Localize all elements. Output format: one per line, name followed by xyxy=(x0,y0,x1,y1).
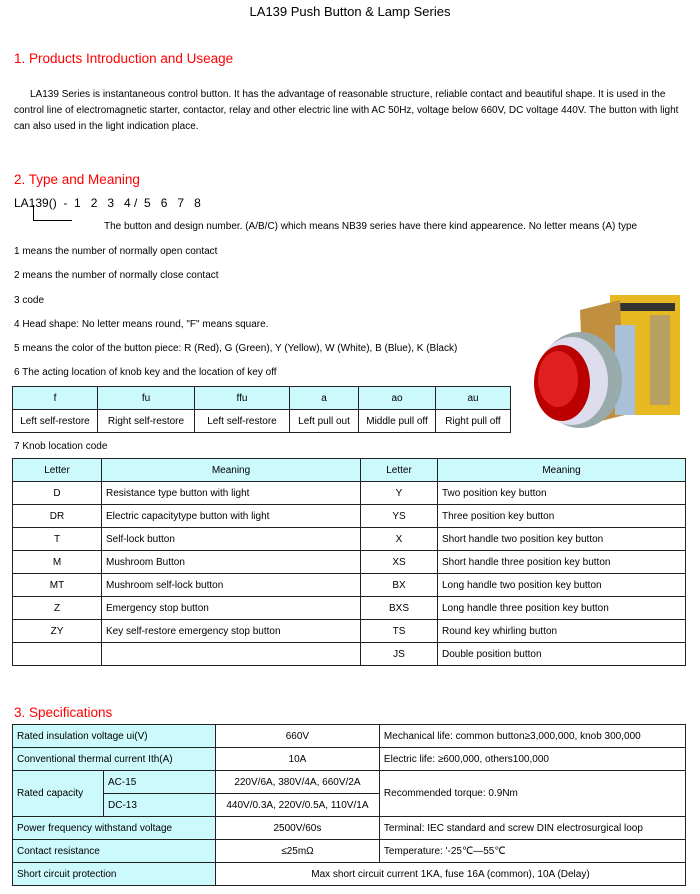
letter-table-header xyxy=(13,459,686,482)
spec-label: Short circuit protection xyxy=(13,863,216,886)
spec-extra: Terminal: IEC standard and screw DIN electrosurgical loop xyxy=(379,817,685,840)
spec-value: 2500V/60s xyxy=(215,817,379,840)
knob-code-cell: a xyxy=(290,387,359,410)
meaning-cell: Short handle three position key button xyxy=(438,551,686,574)
spec-value: 440V/0.3A, 220V/0.5A, 110V/1A xyxy=(215,794,379,817)
knob-code-cell: au xyxy=(436,387,511,410)
meaning-item-2: 2 means the number of normally close contact xyxy=(14,270,219,281)
type-code: LA139() - 1 2 3 4 / 5 6 7 8 xyxy=(14,196,201,210)
knob-meaning-cell: Left pull out xyxy=(290,410,359,433)
spec-value: 660V xyxy=(215,725,379,748)
letter-cell: T xyxy=(13,528,102,551)
knob-meaning-cell: Right pull off xyxy=(436,410,511,433)
meaning-cell: Emergency stop button xyxy=(102,597,361,620)
spec-extra: Electric life: ≥600,000, others100,000 xyxy=(379,748,685,771)
code-bracket-line xyxy=(33,205,72,221)
meaning-cell: Round key whirling button xyxy=(438,620,686,643)
header-letter: Letter xyxy=(13,459,102,482)
spec-value: Max short circuit current 1KA, fuse 16A (common), 10A (Delay) xyxy=(215,863,685,886)
letter-table-row xyxy=(13,505,686,528)
meaning-cell: Long handle two position key button xyxy=(438,574,686,597)
spec-row xyxy=(13,748,686,771)
intro-paragraph: LA139 Series is instantaneous control button. It has the advantage of reasonable structure, reliable contact and beautiful shape. It is used in the control line of electromagnetic starter, contactor, relay and other electric line with AC 50Hz, voltage below 660V, DC voltage 440V. The button with light can also used in the light indication place. xyxy=(14,89,679,132)
spec-label: Power frequency withstand voltage xyxy=(13,817,216,840)
letter-table-row xyxy=(13,620,686,643)
spec-label: Conventional thermal current Ith(A) xyxy=(13,748,216,771)
letter-table-row xyxy=(13,551,686,574)
header-letter: Letter xyxy=(361,459,438,482)
spec-extra: Mechanical life: common button≥3,000,000, knob 300,000 xyxy=(379,725,685,748)
letter-meaning-table xyxy=(12,458,686,666)
spec-value: 220V/6A, 380V/4A, 660V/2A xyxy=(215,771,379,794)
letter-table-row xyxy=(13,597,686,620)
knob-code-cell: fu xyxy=(98,387,195,410)
letter-cell: BX xyxy=(361,574,438,597)
letter-cell: DR xyxy=(13,505,102,528)
meaning-cell: Double position button xyxy=(438,643,686,666)
spec-value: 10A xyxy=(215,748,379,771)
knob-meaning-cell: Middle pull off xyxy=(359,410,436,433)
letter-cell: X xyxy=(361,528,438,551)
letter-cell: BXS xyxy=(361,597,438,620)
letter-cell: YS xyxy=(361,505,438,528)
meaning-item-5: 5 means the color of the button piece: R (Red), G (Green), Y (Yellow), W (White), B (Blue), K (Black) xyxy=(14,343,458,354)
letter-cell: MT xyxy=(13,574,102,597)
letter-cell: XS xyxy=(361,551,438,574)
button-highlight-shape xyxy=(538,351,578,407)
knob-meaning-cell: Left self-restore xyxy=(13,410,98,433)
type-code-note: The button and design number. (A/B/C) which means NB39 series have there kind appearence. No letter means (A) type xyxy=(104,221,638,232)
spec-value: ≤25mΩ xyxy=(215,840,379,863)
letter-cell: M xyxy=(13,551,102,574)
spec-row xyxy=(13,725,686,748)
meaning-cell: Three position key button xyxy=(438,505,686,528)
section-3-heading: 3. Specifications xyxy=(14,705,113,720)
meaning-cell xyxy=(102,643,361,666)
spec-label: Rated insulation voltage ui(V) xyxy=(13,725,216,748)
specifications-table xyxy=(12,724,686,886)
section-2-heading: 2. Type and Meaning xyxy=(14,172,140,187)
spec-extra: Recommended torque: 0.9Nm xyxy=(379,771,685,817)
spec-row xyxy=(13,817,686,840)
letter-table-row xyxy=(13,643,686,666)
letter-cell: TS xyxy=(361,620,438,643)
meaning-cell: Mushroom self-lock button xyxy=(102,574,361,597)
meaning-item-6: 6 The acting location of knob key and the location of key off xyxy=(14,367,277,378)
spec-sublabel: DC-13 xyxy=(104,794,216,817)
knob-meaning-cell: Right self-restore xyxy=(98,410,195,433)
letter-table-row xyxy=(13,482,686,505)
spec-row xyxy=(13,863,686,886)
header-meaning: Meaning xyxy=(102,459,361,482)
letter-cell: JS xyxy=(361,643,438,666)
contact-block-top-shape xyxy=(615,303,675,311)
meaning-cell: Self-lock button xyxy=(102,528,361,551)
knob-code-cell: ao xyxy=(359,387,436,410)
meaning-item-7: 7 Knob location code xyxy=(14,441,108,452)
spec-row xyxy=(13,840,686,863)
letter-cell: ZY xyxy=(13,620,102,643)
section-1-heading: 1. Products Introduction and Useage xyxy=(14,51,234,66)
meaning-cell: Resistance type button with light xyxy=(102,482,361,505)
document-title: LA139 Push Button & Lamp Series xyxy=(249,4,451,19)
spec-sublabel: AC-15 xyxy=(104,771,216,794)
knob-meaning-row xyxy=(13,410,511,433)
meaning-item-4: 4 Head shape: No letter means round, "F" means square. xyxy=(14,319,269,330)
spec-extra: Temperature: '-25℃—55℃ xyxy=(379,840,685,863)
meaning-cell: Mushroom Button xyxy=(102,551,361,574)
spec-label: Rated capacity xyxy=(13,771,104,817)
meaning-item-3: 3 code xyxy=(14,295,45,306)
knob-meaning-cell: Left self-restore xyxy=(195,410,290,433)
letter-cell: Z xyxy=(13,597,102,620)
meaning-cell: Short handle two position key button xyxy=(438,528,686,551)
meaning-cell: Two position key button xyxy=(438,482,686,505)
knob-code-cell: f xyxy=(13,387,98,410)
knob-key-table xyxy=(12,386,511,433)
push-button-product-image xyxy=(520,285,695,440)
letter-table-row xyxy=(13,528,686,551)
meaning-item-1: 1 means the number of normally open contact xyxy=(14,246,218,257)
letter-cell: D xyxy=(13,482,102,505)
knob-code-cell: ffu xyxy=(195,387,290,410)
letter-cell: Y xyxy=(361,482,438,505)
knob-code-row xyxy=(13,387,511,410)
terminal-shape xyxy=(650,315,670,405)
meaning-cell: Key self-restore emergency stop button xyxy=(102,620,361,643)
letter-table-row xyxy=(13,574,686,597)
meaning-cell: Electric capacitytype button with light xyxy=(102,505,361,528)
header-meaning: Meaning xyxy=(438,459,686,482)
spec-row xyxy=(13,771,686,794)
letter-cell xyxy=(13,643,102,666)
spec-label: Contact resistance xyxy=(13,840,216,863)
meaning-cell: Long handle three position key button xyxy=(438,597,686,620)
